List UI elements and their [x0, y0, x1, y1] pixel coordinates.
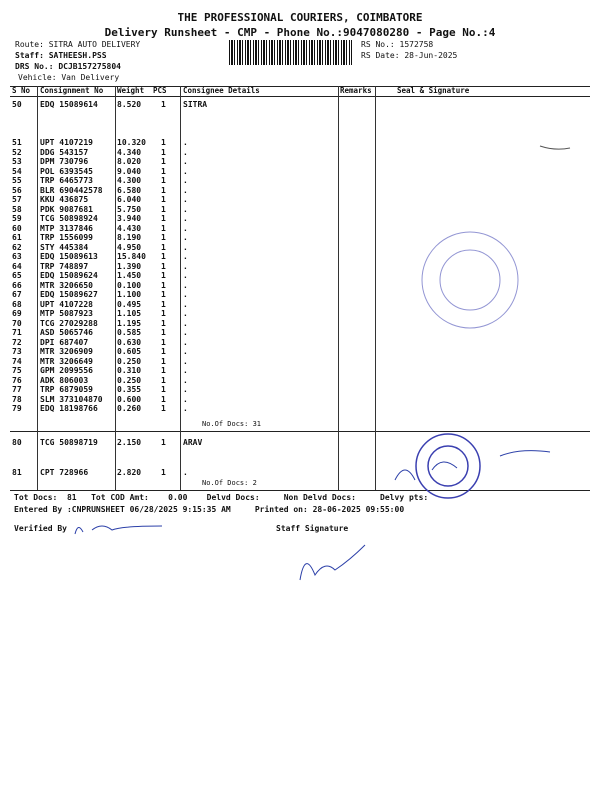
col-weight: Weight — [117, 86, 145, 95]
weight-cell: 6.580 — [117, 185, 142, 195]
col-consignment: Consignment No — [40, 86, 104, 95]
consignee-cell: . — [183, 214, 188, 223]
pcs-cell: 1 — [161, 204, 166, 214]
consignment-no-cell: GPM 2099556 — [40, 366, 93, 375]
totals-line: Tot Docs: 81 Tot COD Amt: 0.00 Delvd Docs: Non Delvd Docs: Delvy pts: — [14, 493, 429, 502]
sno-cell: 59 — [12, 214, 22, 223]
sno-cell: 70 — [12, 318, 22, 328]
weight-cell: 0.585 — [117, 328, 142, 337]
docs-count: No.Of Docs: 31 — [202, 420, 262, 428]
pcs-cell: 1 — [161, 309, 166, 318]
consignment-no-cell: DDG 543157 — [40, 147, 89, 157]
sno-cell: 78 — [12, 394, 22, 404]
route: Route: SITRA AUTO DELIVERY — [15, 40, 141, 49]
document-subtitle: Delivery Runsheet - CMP - Phone No.:9047080280 - Page No.:4 — [104, 26, 496, 39]
pcs-cell: 1 — [161, 195, 166, 204]
weight-cell: 4.950 — [117, 242, 142, 252]
staff-signature — [300, 545, 365, 580]
sno-cell: 54 — [12, 166, 22, 176]
consignment-no-cell: EDQ 15089613 — [40, 252, 98, 261]
weight-cell: 0.495 — [117, 299, 142, 309]
consignee-cell: . — [183, 157, 188, 166]
sno-cell: 80 — [12, 438, 22, 447]
pcs-cell: 1 — [161, 166, 166, 176]
col-pcs: PCS — [153, 86, 167, 95]
weight-cell: 0.100 — [117, 280, 142, 290]
sno-cell: 75 — [12, 366, 22, 375]
weight-cell: 4.340 — [117, 147, 142, 157]
consignee-cell: ARAV — [183, 438, 203, 447]
consignment-no-cell: TRP 748897 — [40, 261, 89, 271]
pcs-cell: 1 — [161, 233, 166, 242]
weight-cell: 8.520 — [117, 100, 142, 109]
consignment-no-cell: EDQ 18198766 — [40, 404, 98, 413]
arav-stamp — [416, 434, 480, 498]
weight-cell: 0.260 — [117, 404, 142, 413]
sno-cell: 65 — [12, 271, 22, 280]
sno-cell: 53 — [12, 157, 22, 166]
pcs-cell: 1 — [161, 185, 166, 195]
pcs-cell: 1 — [161, 318, 166, 328]
weight-cell: 1.100 — [117, 290, 142, 299]
pcs-cell: 1 — [161, 214, 166, 223]
consignment-no-cell: EDQ 15089624 — [40, 271, 98, 280]
pcs-cell: 1 — [161, 394, 166, 404]
sno-cell: 68 — [12, 299, 22, 309]
weight-cell: 1.450 — [117, 271, 142, 280]
weight-cell: 10.320 — [117, 138, 146, 147]
consignee-cell: . — [183, 185, 188, 195]
consignment-no-cell: BLR 690442578 — [40, 185, 103, 195]
pcs-cell: 1 — [161, 242, 166, 252]
col-consignee: Consignee Details — [183, 86, 260, 95]
consignee-cell: . — [183, 280, 188, 290]
weight-cell: 15.840 — [117, 252, 146, 261]
staff-signature-label: Staff Signature — [276, 524, 349, 533]
consignment-no-cell: TCG 50898719 — [40, 438, 98, 447]
consignee-cell: . — [183, 468, 188, 477]
weight-cell: 0.250 — [117, 375, 142, 385]
sno-cell: 77 — [12, 385, 22, 394]
consignment-no-cell: CPT 728966 — [40, 468, 89, 477]
consignment-no-cell: DPI 687407 — [40, 337, 89, 347]
consignee-cell: . — [183, 309, 188, 318]
weight-cell: 3.940 — [117, 214, 142, 223]
sno-cell: 66 — [12, 280, 22, 290]
sno-cell: 72 — [12, 337, 22, 347]
consignment-no-cell: MTR 3206909 — [40, 347, 93, 356]
sno-cell: 79 — [12, 404, 22, 413]
weight-cell: 4.300 — [117, 176, 142, 185]
verified-signature — [75, 526, 162, 534]
weight-cell: 9.040 — [117, 166, 142, 176]
consignee-cell: . — [183, 394, 188, 404]
consignment-no-cell: TRP 6465773 — [40, 176, 93, 185]
consignee-cell: . — [183, 375, 188, 385]
weight-cell: 8.190 — [117, 233, 142, 242]
sno-cell: 76 — [12, 375, 22, 385]
weight-cell: 0.605 — [117, 347, 142, 356]
consignee-cell: . — [183, 204, 188, 214]
consignment-no-cell: ASD 5065746 — [40, 328, 93, 337]
document-title: THE PROFESSIONAL COURIERS, COIMBATORE — [177, 11, 423, 24]
pcs-cell: 1 — [161, 356, 166, 366]
consignment-no-cell: MTP 3137846 — [40, 223, 93, 233]
consignee-cell: . — [183, 328, 188, 337]
weight-cell: 0.630 — [117, 337, 142, 347]
entered-by: Entered By :CNPRUNSHEET 06/28/2025 9:15:35 AM Printed on: 28-06-2025 09:55:00 — [14, 505, 405, 514]
sno-cell: 58 — [12, 204, 22, 214]
pcs-cell: 1 — [161, 375, 166, 385]
weight-cell: 0.250 — [117, 356, 142, 366]
sno-cell: 60 — [12, 223, 22, 233]
consignment-no-cell: DPM 730796 — [40, 157, 89, 166]
pcs-cell: 1 — [161, 271, 166, 280]
sno-cell: 57 — [12, 195, 22, 204]
pcs-cell: 1 — [161, 347, 166, 356]
sno-cell: 67 — [12, 290, 22, 299]
consignment-no-cell: SLM 373104870 — [40, 394, 103, 404]
consignee-cell: . — [183, 252, 188, 261]
consignment-no-cell: MTR 3206649 — [40, 356, 93, 366]
weight-cell: 0.355 — [117, 385, 142, 394]
consignee-cell: SITRA — [183, 100, 208, 109]
consignee-cell: . — [183, 261, 188, 271]
consignee-cell: . — [183, 299, 188, 309]
sno-cell: 81 — [12, 468, 22, 477]
vehicle: Vehicle: Van Delivery — [18, 73, 120, 82]
consignment-no-cell: EDQ 15089614 — [40, 100, 98, 109]
weight-cell: 0.310 — [117, 366, 142, 375]
sno-cell: 64 — [12, 261, 22, 271]
weight-cell: 2.820 — [117, 468, 142, 477]
consignee-cell: . — [183, 166, 188, 176]
pcs-cell: 1 — [161, 261, 166, 271]
consignee-cell: . — [183, 347, 188, 356]
consignment-no-cell: EDQ 15089627 — [40, 290, 98, 299]
sno-cell: 69 — [12, 309, 22, 318]
consignee-cell: . — [183, 271, 188, 280]
pcs-cell: 1 — [161, 157, 166, 166]
verified-by-label: Verified By — [14, 524, 67, 533]
weight-cell: 0.600 — [117, 394, 142, 404]
weight-cell: 8.020 — [117, 157, 142, 166]
pcs-cell: 1 — [161, 252, 166, 261]
pcs-cell: 1 — [161, 299, 166, 309]
pcs-cell: 1 — [161, 468, 166, 477]
sno-cell: 62 — [12, 242, 22, 252]
pcs-cell: 1 — [161, 337, 166, 347]
consignment-no-cell: TRP 1556099 — [40, 233, 93, 242]
pcs-cell: 1 — [161, 328, 166, 337]
staff: Staff: SATHEESH.PSS — [15, 51, 107, 60]
consignee-cell: . — [183, 385, 188, 394]
consignee-cell: . — [183, 147, 188, 157]
consignee-cell: . — [183, 318, 188, 328]
consignment-no-cell: POL 6393545 — [40, 166, 93, 176]
consignee-cell: . — [183, 366, 188, 375]
weight-cell: 6.040 — [117, 195, 142, 204]
drs-number: DRS No.: DCJB157275804 — [15, 62, 121, 71]
pcs-cell: 1 — [161, 290, 166, 299]
sno-cell: 74 — [12, 356, 22, 366]
sno-cell: 51 — [12, 138, 22, 147]
consignee-cell: . — [183, 195, 188, 204]
weight-cell: 1.195 — [117, 318, 142, 328]
pcs-cell: 1 — [161, 366, 166, 375]
sno-cell: 52 — [12, 147, 22, 157]
pcs-cell: 1 — [161, 223, 166, 233]
weight-cell: 2.150 — [117, 438, 142, 447]
pcs-cell: 1 — [161, 138, 166, 147]
weight-cell: 1.390 — [117, 261, 142, 271]
consignment-no-cell: ADK 806003 — [40, 375, 89, 385]
consignment-no-cell: UPT 4107219 — [40, 138, 93, 147]
rs-date: RS Date: 28-Jun-2025 — [361, 51, 458, 60]
sno-cell: 73 — [12, 347, 22, 356]
consignee-cell: . — [183, 356, 188, 366]
sno-cell: 61 — [12, 233, 22, 242]
pcs-cell: 1 — [161, 280, 166, 290]
consignment-no-cell: STY 445384 — [40, 242, 89, 252]
sno-cell: 71 — [12, 328, 22, 337]
pcs-cell: 1 — [161, 176, 166, 185]
rs-number: RS No.: 1572758 — [361, 40, 434, 49]
consignment-no-cell: TRP 6879059 — [40, 385, 93, 394]
consignee-cell: . — [183, 176, 188, 185]
consignment-no-cell: UPT 4107228 — [40, 299, 93, 309]
consignment-no-cell: KKU 436875 — [40, 195, 89, 204]
pcs-cell: 1 — [161, 404, 166, 413]
textile-stamp — [422, 232, 518, 328]
consignment-no-cell: PDK 9087681 — [40, 204, 93, 214]
pcs-cell: 1 — [161, 100, 166, 109]
consignment-no-cell: TCG 50898924 — [40, 214, 98, 223]
sno-cell: 55 — [12, 176, 22, 185]
pcs-cell: 1 — [161, 438, 166, 447]
sno-cell: 50 — [12, 100, 22, 109]
weight-cell: 4.430 — [117, 223, 142, 233]
consignment-no-cell: MTP 5087923 — [40, 309, 93, 318]
consignee-cell: . — [183, 242, 188, 252]
consignee-cell: . — [183, 223, 188, 233]
consignee-cell: . — [183, 404, 188, 413]
corner-mark — [540, 146, 570, 149]
consignment-no-cell: TCG 27029288 — [40, 318, 98, 328]
col-seal-signature: Seal & Signature — [397, 86, 470, 95]
consignment-no-cell: MTR 3206650 — [40, 280, 93, 290]
weight-cell: 1.105 — [117, 309, 142, 318]
pcs-cell: 1 — [161, 147, 166, 157]
consignee-cell: . — [183, 138, 188, 147]
docs-count: No.Of Docs: 2 — [202, 479, 257, 487]
consignee-cell: . — [183, 233, 188, 242]
pcs-cell: 1 — [161, 385, 166, 394]
consignee-cell: . — [183, 290, 188, 299]
sno-cell: 63 — [12, 252, 22, 261]
sno-cell: 56 — [12, 185, 22, 195]
col-remarks: Remarks — [340, 86, 372, 95]
consignee-cell: . — [183, 337, 188, 347]
weight-cell: 5.750 — [117, 204, 142, 214]
col-sno: S No — [12, 86, 31, 95]
